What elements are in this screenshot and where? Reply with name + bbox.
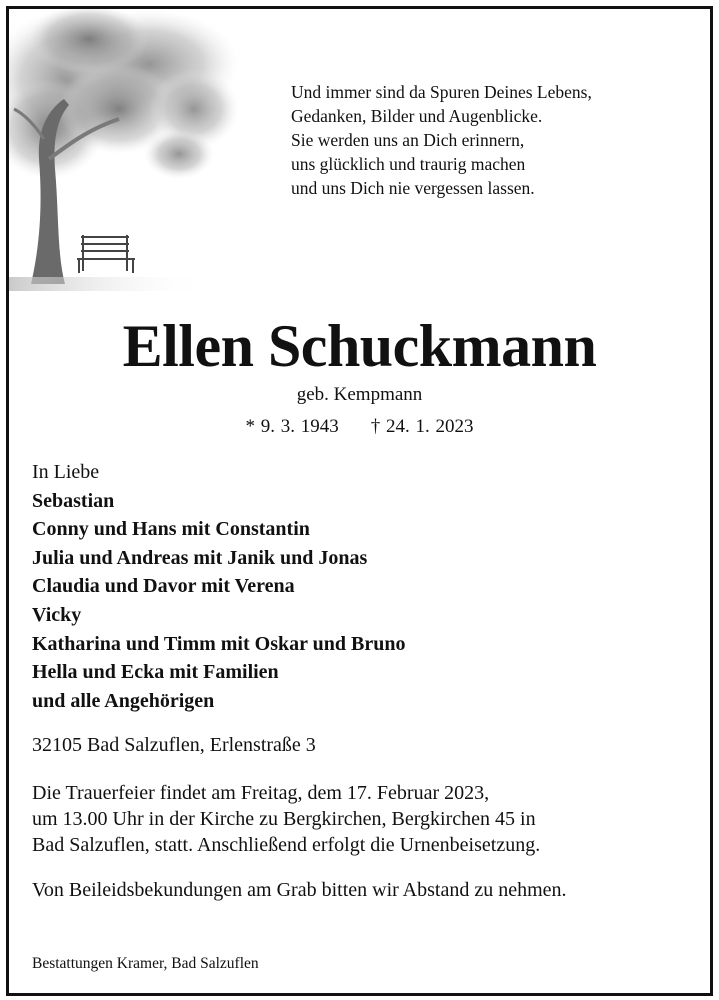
mourners-intro: In Liebe [32,461,100,483]
service-line: um 13.00 Uhr in der Kirche zu Bergkirchen, Bergkirchen 45 in [32,808,536,830]
tree-and-bench-illustration [9,9,244,304]
poem-line: Gedanken, Bilder und Augenblicke. [291,106,543,126]
condolence-note: Von Beileidsbekundungen am Grab bitten wir Abstand zu nehmen. [32,879,567,901]
mourner-entry: Katharina und Timm mit Oskar und Bruno [32,632,406,655]
service-line: Die Trauerfeier findet am Freitag, dem 17. Februar 2023, [32,782,490,804]
birth-date: * 9. 3. 1943 [245,416,339,437]
life-dates [0,414,719,440]
service-info [32,780,697,858]
mourner-entry: Julia und Andreas mit Janik und Jonas [32,546,368,569]
poem-line: Sie werden uns an Dich erinnern, [291,130,525,150]
address: 32105 Bad Salzuflen, Erlenstraße 3 [32,734,316,756]
mourner-entry: und alle Angehörigen [32,689,215,712]
mourner-entry: Vicky [32,603,82,626]
poem-line: Und immer sind da Spuren Deines Lebens, [291,82,592,102]
poem-line: und uns Dich nie vergessen lassen. [291,178,535,198]
mourner-entry: Conny und Hans mit Constantin [32,518,310,541]
bench-icon [77,235,135,273]
death-date: † 24. 1. 2023 [370,416,474,437]
mourner-entry: Claudia und Davor mit Verena [32,575,295,598]
mourner-entry: Sebastian [32,489,115,512]
service-line: Bad Salzuflen, statt. Anschließend erfolgt die Urnenbeisetzung. [32,834,541,856]
mourners-list [32,458,405,715]
poem-line: uns glücklich und traurig machen [291,154,526,174]
birth-name: geb. Kempmann [296,384,423,405]
poem [291,80,592,200]
mourner-entry: Hella und Ecka mit Familien [32,661,279,684]
undertaker: Bestattungen Kramer, Bad Salzuflen [32,955,259,972]
deceased-name: Ellen Schuckmann [122,313,597,379]
